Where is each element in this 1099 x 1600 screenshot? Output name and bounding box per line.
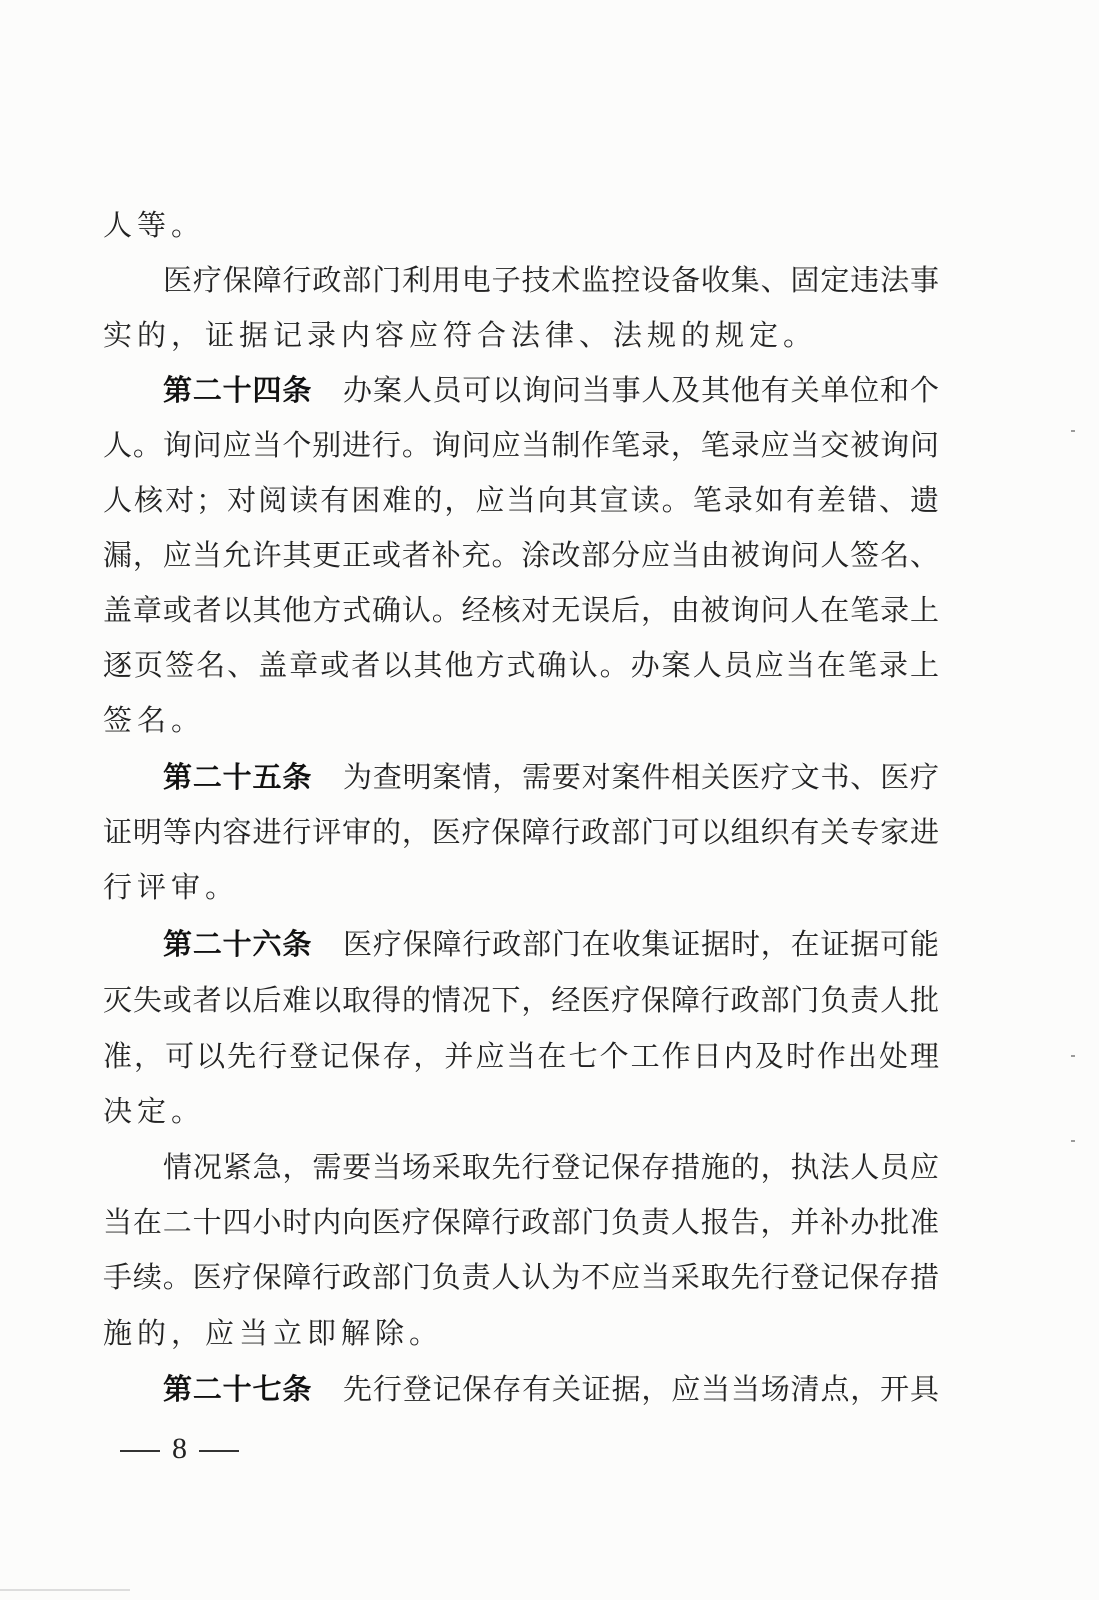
line-text: 先行登记保存有关证据，应当当场清点，开具 <box>342 1372 939 1406</box>
line-text: 为查明案情，需要对案件相关医疗文书、医疗 <box>342 760 939 794</box>
article-heading: 第二十五条 <box>163 760 313 794</box>
scan-mark <box>1071 430 1075 432</box>
text-line <box>103 425 939 465</box>
line-text: 人核对；对阅读有困难的，应当向其宣读。笔录如有差错、遗 <box>103 483 939 517</box>
article-line <box>163 370 939 410</box>
text-line <box>163 260 939 300</box>
text-line <box>103 700 939 740</box>
text-line <box>103 315 939 355</box>
article-heading: 第二十七条 <box>163 1372 313 1406</box>
article-heading: 第二十六条 <box>163 927 313 961</box>
article-line <box>163 1369 939 1409</box>
dash-left <box>120 1450 160 1452</box>
text-line <box>103 645 939 685</box>
line-text: 人。询问应当个别进行。询问应当制作笔录，笔录应当交被询问 <box>103 428 939 462</box>
line-text: 实的，证据记录内容应符合法律、法规的规定。 <box>103 318 818 352</box>
text-line <box>103 980 939 1020</box>
line-text: 签名。 <box>103 703 206 737</box>
scan-edge-line <box>0 1589 130 1591</box>
line-text: 逐页签名、盖章或者以其他方式确认。办案人员应当在笔录上 <box>103 648 939 682</box>
text-line <box>103 867 939 907</box>
line-text: 医疗保障行政部门利用电子技术监控设备收集、固定违法事 <box>163 263 939 297</box>
scan-mark <box>1071 1140 1075 1142</box>
line-text: 漏，应当允许其更正或者补充。涂改部分应当由被询问人签名、 <box>103 538 939 572</box>
line-text: 手续。医疗保障行政部门负责人认为不应当采取先行登记保存措 <box>103 1260 939 1294</box>
line-text: 情况紧急，需要当场采取先行登记保存措施的，执法人员应 <box>163 1150 939 1184</box>
line-text: 准，可以先行登记保存，并应当在七个工作日内及时作出处理 <box>103 1039 939 1073</box>
scan-mark <box>1071 1055 1075 1057</box>
page-number-value: 8 <box>172 1432 187 1465</box>
line-text: 盖章或者以其他方式确认。经核对无误后，由被询问人在笔录上 <box>103 593 939 627</box>
text-line <box>103 480 939 520</box>
line-text: 证明等内容进行评审的，医疗保障行政部门可以组织有关专家进 <box>103 815 939 849</box>
page-number <box>120 1427 260 1471</box>
text-line <box>103 590 939 630</box>
line-text: 办案人员可以询问当事人及其他有关单位和个 <box>342 373 939 407</box>
article-line <box>163 757 939 797</box>
line-text: 决定。 <box>103 1094 206 1128</box>
article-heading: 第二十四条 <box>163 373 313 407</box>
text-line <box>103 535 939 575</box>
line-text: 当在二十四小时内向医疗保障行政部门负责人报告，并补办批准 <box>103 1205 939 1239</box>
line-text: 施的，应当立即解除。 <box>103 1316 444 1350</box>
dash-right <box>199 1450 239 1452</box>
line-text: 行评审。 <box>103 870 240 904</box>
line-text: 灭失或者以后难以取得的情况下，经医疗保障行政部门负责人批 <box>103 983 939 1017</box>
text-line <box>103 1036 939 1076</box>
line-text: 人等。 <box>103 208 206 242</box>
text-line <box>103 1202 939 1242</box>
text-line <box>103 812 939 852</box>
line-text: 医疗保障行政部门在收集证据时，在证据可能 <box>342 927 939 961</box>
article-line <box>163 924 939 964</box>
text-line <box>103 1313 939 1353</box>
text-line <box>103 205 939 245</box>
text-line <box>103 1257 939 1297</box>
text-line <box>103 1091 939 1131</box>
text-line <box>163 1147 939 1187</box>
